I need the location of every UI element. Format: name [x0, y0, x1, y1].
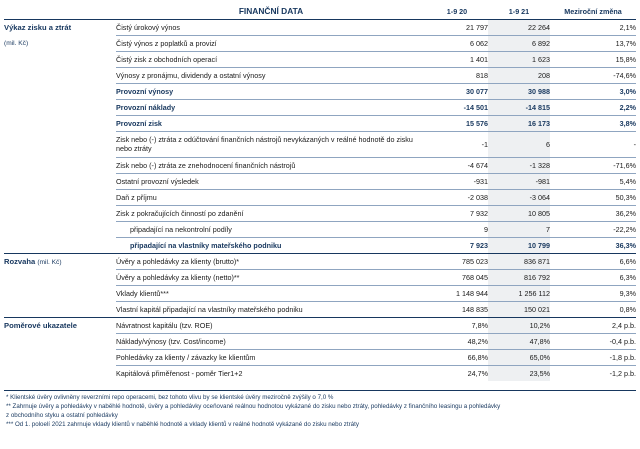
- row-value-period-1: 6 062: [426, 35, 488, 51]
- row-value-period-1: 7,8%: [426, 317, 488, 333]
- row-change: 2,1%: [550, 19, 636, 35]
- section-spacer: [4, 365, 116, 381]
- table-row: [4, 51, 636, 67]
- row-change: 36,2%: [550, 205, 636, 221]
- row-value-period-1: 1 401: [426, 51, 488, 67]
- row-value-period-2: 816 792: [488, 269, 550, 285]
- row-change: 3,8%: [550, 115, 636, 131]
- section-spacer: [4, 51, 116, 67]
- section-spacer: [4, 83, 116, 99]
- row-value-period-2: 6 892: [488, 35, 550, 51]
- row-value-period-1: 9: [426, 221, 488, 237]
- table-row: [4, 131, 636, 157]
- row-value-period-2: -3 064: [488, 189, 550, 205]
- row-label: Provozní výnosy: [116, 83, 426, 99]
- bottom-divider: [4, 390, 636, 391]
- section-spacer: [4, 131, 116, 157]
- table-row: [4, 269, 636, 285]
- table-row: [4, 67, 636, 83]
- table-row: [4, 157, 636, 173]
- column-header-period-2: 1-9 21: [488, 4, 550, 19]
- row-value-period-2: -14 815: [488, 99, 550, 115]
- row-change: 15,8%: [550, 51, 636, 67]
- row-label: Zisk nebo (-) ztráta z odúčtování finančních nástrojů nevykázaných v reálné hodnotě do zisku nebo ztráty: [116, 131, 426, 157]
- footnote-2-cont: z obchodního styku a ostatní pohledávky: [6, 411, 118, 419]
- row-value-period-2: 1 623: [488, 51, 550, 67]
- table-row: [4, 19, 636, 35]
- row-label: Kapitálová přiměřenost - poměr Tier1+2: [116, 365, 426, 381]
- header-spacer: [4, 4, 116, 19]
- footnotes: [6, 394, 630, 430]
- section-spacer: [4, 221, 116, 237]
- row-label: připadající na vlastníky mateřského podniku: [116, 237, 426, 253]
- table-row: [4, 205, 636, 221]
- section-spacer: [4, 157, 116, 173]
- table-row: [4, 83, 636, 99]
- row-label: Výnosy z pronájmu, dividendy a ostatní výnosy: [116, 67, 426, 83]
- row-value-period-1: 7 932: [426, 205, 488, 221]
- row-value-period-1: 818: [426, 67, 488, 83]
- row-change: -74,6%: [550, 67, 636, 83]
- row-value-period-2: 6: [488, 131, 550, 157]
- table-title: FINANČNÍ DATA: [116, 4, 426, 19]
- row-change: 2,2%: [550, 99, 636, 115]
- section-spacer: [4, 67, 116, 83]
- section-spacer: [4, 285, 116, 301]
- row-value-period-2: 16 173: [488, 115, 550, 131]
- section-spacer: [4, 205, 116, 221]
- section-spacer: [4, 115, 116, 131]
- row-value-period-2: 10 805: [488, 205, 550, 221]
- table-row: [4, 173, 636, 189]
- section-spacer: [4, 237, 116, 253]
- row-label: Zisk nebo (-) ztráta ze znehodnocení finančních nástrojů: [116, 157, 426, 173]
- row-label: Čistý výnos z poplatků a provizí: [116, 35, 426, 51]
- table-header-row: [4, 4, 636, 19]
- row-value-period-1: 66,8%: [426, 349, 488, 365]
- row-value-period-2: 22 264: [488, 19, 550, 35]
- section-spacer: [4, 349, 116, 365]
- row-change: 2,4 p.b.: [550, 317, 636, 333]
- row-value-period-2: 1 256 112: [488, 285, 550, 301]
- section-label-balance-sheet: [4, 253, 116, 269]
- section-spacer: [4, 333, 116, 349]
- table-row: [4, 189, 636, 205]
- row-change: -1,2 p.b.: [550, 365, 636, 381]
- row-value-period-1: -931: [426, 173, 488, 189]
- row-change: 36,3%: [550, 237, 636, 253]
- section-label-income-statement: Výkaz zisku a ztrát: [4, 22, 72, 32]
- section-spacer: [4, 189, 116, 205]
- row-change: 5,4%: [550, 173, 636, 189]
- table-row: [4, 35, 636, 51]
- row-change: 6,6%: [550, 253, 636, 269]
- row-value-period-2: 150 021: [488, 301, 550, 317]
- financial-data-table: [4, 4, 636, 381]
- row-label: Daň z příjmu: [116, 189, 426, 205]
- row-value-period-1: 785 023: [426, 253, 488, 269]
- table-row: [4, 317, 636, 333]
- row-value-period-1: 24,7%: [426, 365, 488, 381]
- row-value-period-1: 30 077: [426, 83, 488, 99]
- row-change: -: [550, 131, 636, 157]
- section-label-balance-sheet-text: Rozvaha: [4, 256, 36, 266]
- row-change: 13,7%: [550, 35, 636, 51]
- row-label: připadající na nekontrolní podíly: [116, 221, 426, 237]
- row-value-period-1: -4 674: [426, 157, 488, 173]
- column-header-change: Meziroční změna: [550, 4, 636, 19]
- table-row: [4, 99, 636, 115]
- row-change: 3,0%: [550, 83, 636, 99]
- table-row: [4, 221, 636, 237]
- row-label: Provozní náklady: [116, 99, 426, 115]
- table-row: [4, 333, 636, 349]
- row-change: -22,2%: [550, 221, 636, 237]
- table-row: [4, 253, 636, 269]
- row-change: -71,6%: [550, 157, 636, 173]
- row-label: Návratnost kapitálu (tzv. ROE): [116, 317, 426, 333]
- row-value-period-2: 7: [488, 221, 550, 237]
- table-row: [4, 237, 636, 253]
- row-change: 9,3%: [550, 285, 636, 301]
- table-row: [4, 285, 636, 301]
- section-spacer: [4, 173, 116, 189]
- row-label: Provozní zisk: [116, 115, 426, 131]
- row-label: Zisk z pokračujících činností po zdanění: [116, 205, 426, 221]
- table-row: [4, 349, 636, 365]
- row-change: -1,8 p.b.: [550, 349, 636, 365]
- row-value-period-1: -2 038: [426, 189, 488, 205]
- table-row: [4, 115, 636, 131]
- column-header-period-1: 1-9 20: [426, 4, 488, 19]
- row-change: 6,3%: [550, 269, 636, 285]
- row-change: 50,3%: [550, 189, 636, 205]
- row-value-period-1: 15 576: [426, 115, 488, 131]
- row-label: Úvěry a pohledávky za klienty (netto)**: [116, 269, 426, 285]
- row-value-period-2: 836 871: [488, 253, 550, 269]
- section-unit-balance-sheet: (mil. Kč): [37, 258, 62, 266]
- footnote-1: * Klientské úvěry ovlivněny reverzními repo operacemi, bez tohoto vlivu by se klientské úvěry meziročně zvýšily o 7,0 %: [6, 394, 334, 401]
- row-label: Vlastní kapitál připadající na vlastníky mateřského podniku: [116, 301, 426, 317]
- row-value-period-1: 48,2%: [426, 333, 488, 349]
- table-row: [4, 301, 636, 317]
- table-row: [4, 365, 636, 381]
- row-value-period-2: 208: [488, 67, 550, 83]
- row-label: Pohledávky za klienty / závazky ke klientům: [116, 349, 426, 365]
- row-label: Úvěry a pohledávky za klienty (brutto)*: [116, 253, 426, 269]
- section-spacer: [4, 99, 116, 115]
- row-label: Čistý zisk z obchodních operací: [116, 51, 426, 67]
- row-value-period-1: 148 835: [426, 301, 488, 317]
- row-value-period-1: -14 501: [426, 99, 488, 115]
- row-value-period-1: 7 923: [426, 237, 488, 253]
- row-value-period-1: 1 148 944: [426, 285, 488, 301]
- row-label: Náklady/výnosy (tzv. Cost/income): [116, 333, 426, 349]
- row-value-period-1: -1: [426, 131, 488, 157]
- section-spacer: [4, 269, 116, 285]
- footnote-2: ** Zahrnuje úvěry a pohledávky v naběhlé hodnotě, úvěry a pohledávky oceňované reálnou hodnotou vykázané do zisku nebo ztráty, pohledávky z finančního leasingu a pohledávky: [6, 402, 501, 410]
- row-label: Vklady klientů***: [116, 285, 426, 301]
- footnote-3: *** Od 1. poloelí 2021 zahrnuje vklady klientů v naběhlé hodnotě a vklady klientů v reálné hodnotě vykázané do zisku nebo ztráty: [6, 420, 359, 428]
- row-value-period-2: 10,2%: [488, 317, 550, 333]
- row-value-period-2: 30 988: [488, 83, 550, 99]
- row-label: Čistý úrokový výnos: [116, 19, 426, 35]
- row-change: -0,4 p.b.: [550, 333, 636, 349]
- row-value-period-2: 10 799: [488, 237, 550, 253]
- row-value-period-2: 65,0%: [488, 349, 550, 365]
- row-value-period-2: -981: [488, 173, 550, 189]
- row-value-period-1: 768 045: [426, 269, 488, 285]
- row-value-period-2: 23,5%: [488, 365, 550, 381]
- section-label-ratios: Poměrové ukazatele: [4, 317, 116, 333]
- section-unit-income-statement: (mil. Kč): [4, 39, 29, 47]
- row-value-period-2: -1 328: [488, 157, 550, 173]
- row-value-period-2: 47,8%: [488, 333, 550, 349]
- row-label: Ostatní provozní výsledek: [116, 173, 426, 189]
- section-spacer: [4, 301, 116, 317]
- row-value-period-1: 21 797: [426, 19, 488, 35]
- row-change: 0,8%: [550, 301, 636, 317]
